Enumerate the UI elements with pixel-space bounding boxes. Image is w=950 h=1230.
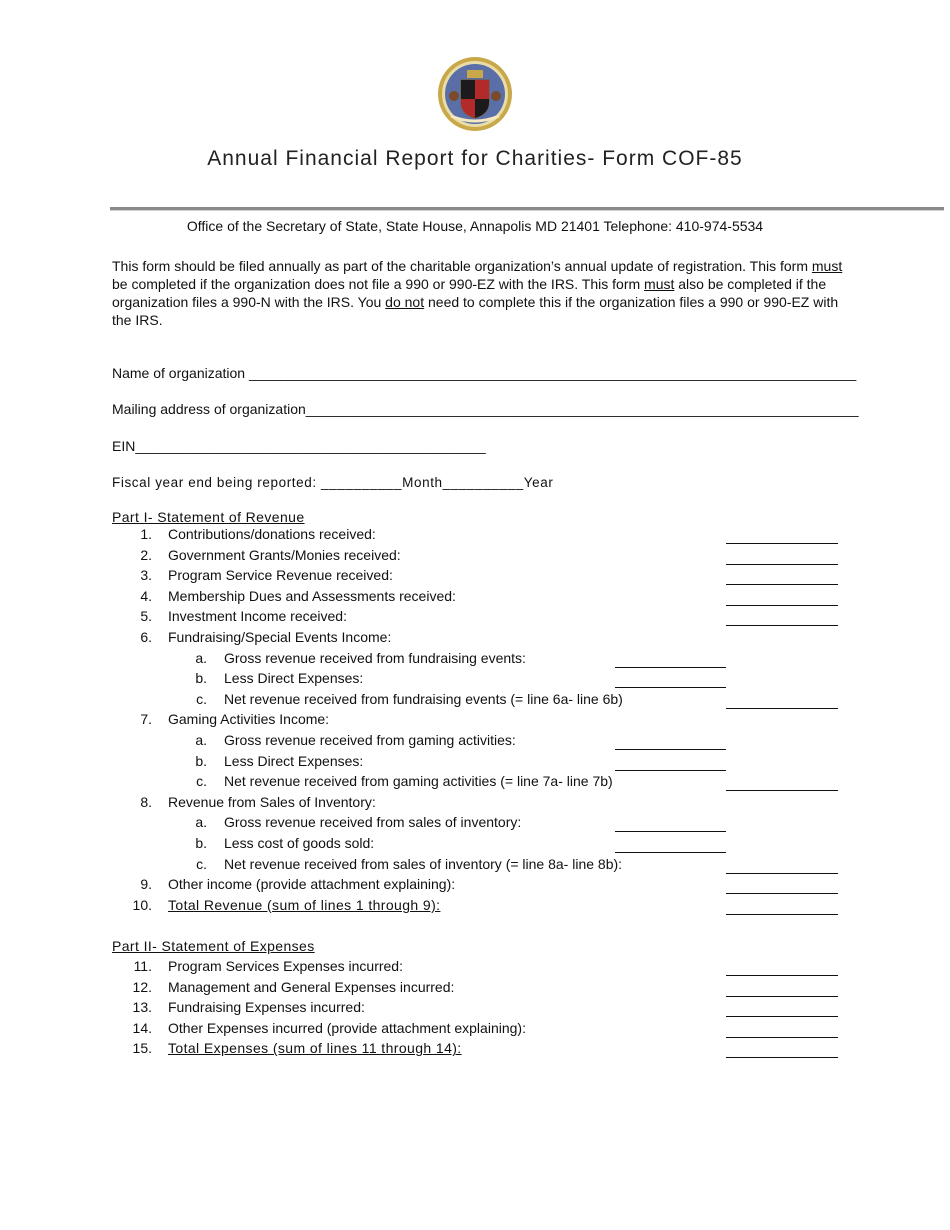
line-label: Revenue from Sales of Inventory: [168,793,376,810]
form-line [0,670,950,690]
amount-blank[interactable] [726,1016,838,1017]
form-line [0,526,950,546]
line-label: Net revenue received from gaming activities (= line 7a- line 7b) [224,773,613,790]
amount-blank[interactable] [615,770,726,771]
line-number: a. [195,814,207,831]
form-line [0,999,950,1019]
line-label: Gross revenue received from sales of inventory: [224,814,522,831]
line-label: Government Grants/Monies received: [168,546,401,563]
line-label: Investment Income received: [168,608,347,625]
form-line [0,732,950,752]
amount-blank[interactable] [726,625,838,626]
amount-blank[interactable] [726,543,838,544]
line-number: 3. [140,567,152,584]
amount-blank[interactable] [726,708,838,709]
amount-blank[interactable] [726,564,838,565]
form-line [0,856,950,876]
form-line [0,897,950,917]
line-number: 4. [140,587,152,604]
part1-heading: Part I- Statement of Revenue [112,509,305,525]
state-seal-icon [437,56,513,132]
form-line [0,979,950,999]
office-address: Office of the Secretary of State, State House, Annapolis MD 21401 Telephone: 410-974-5534 [186,218,764,234]
line-label: Gross revenue received from gaming activities: [224,732,516,748]
intro-emphasis: do not [385,294,425,310]
form-line [0,567,950,587]
line-label: Less Direct Expenses: [224,752,364,769]
amount-blank[interactable] [615,749,726,750]
amount-blank[interactable] [726,605,838,606]
line-number: a. [195,732,207,748]
part2-heading: Part II- Statement of Expenses [112,938,315,954]
line-label: Management and General Expenses incurred: [168,978,455,995]
amount-blank[interactable] [726,996,838,997]
amount-blank[interactable] [615,687,726,688]
amount-blank[interactable] [726,914,838,915]
line-number: c. [196,855,207,872]
line-number: b. [195,670,207,687]
form-line [0,608,950,628]
line-label: Other Expenses incurred (provide attachment explaining): [168,1019,526,1036]
instructions-paragraph [112,257,847,329]
form-line [0,650,950,670]
line-number: 11. [133,958,152,974]
form-line [0,1020,950,1040]
form-line [0,629,950,649]
amount-blank[interactable] [726,975,838,976]
line-number: 15. [132,1040,152,1057]
line-number: c. [196,773,207,790]
ein-field[interactable]: EIN_____________________________________________ [112,438,486,454]
line-label: Contributions/donations received: [168,526,376,542]
line-label: Fundraising/Special Events Income: [168,629,392,645]
amount-blank[interactable] [615,852,726,853]
form-line [0,691,950,711]
form-line [0,773,950,793]
amount-blank[interactable] [615,667,726,668]
intro-text: need to complete this if the organization files a 990 or 990-EZ with the IRS. [112,294,839,328]
intro-emphasis: must [644,276,675,292]
intro-text: This form should be filed annually as part of the charitable organization’s annual update of registration. This form [112,258,812,274]
line-label: Total Expenses (sum of lines 11 through 14): [168,1040,462,1057]
line-number: 12. [132,978,152,995]
amount-blank[interactable] [726,1057,838,1058]
line-number: c. [196,690,207,707]
intro-text: be completed if the organization does not file a 990 or 990-EZ with the IRS. This form [112,276,645,292]
line-number: 10. [132,896,152,913]
line-number: 2. [140,546,152,563]
line-number: 1. [140,526,152,542]
line-label: Other income (provide attachment explaining): [168,876,456,893]
line-label: Net revenue received from fundraising events (= line 6a- line 6b) [224,690,623,707]
amount-blank[interactable] [615,831,726,832]
line-label: Less cost of goods sold: [224,835,375,851]
line-label: Membership Dues and Assessments received: [168,587,456,604]
line-number: 7. [140,711,152,728]
intro-text: also be completed if the organization files a 990-N with the IRS. You [112,276,827,310]
line-label: Total Revenue (sum of lines 1 through 9): [168,896,441,913]
form-line [0,1040,950,1060]
line-number: a. [195,649,207,666]
page-title: Annual Financial Report for Charities- Form COF-85 [207,147,743,170]
form-line [0,958,950,978]
form-line [0,588,950,608]
amount-blank[interactable] [726,584,838,585]
header-divider [110,207,944,211]
line-label: Gaming Activities Income: [168,711,330,728]
fiscal-year-field[interactable]: Fiscal year end being reported: __________Month__________Year [112,475,554,490]
amount-blank[interactable] [726,893,838,894]
line-number: 13. [132,999,152,1016]
form-line [0,876,950,896]
mailing-address-field[interactable]: Mailing address of organization_______________________________________________________________________ [112,401,859,417]
line-number: 14. [132,1019,152,1036]
line-label: Program Service Revenue received: [168,567,393,584]
amount-blank[interactable] [726,873,838,874]
line-label: Net revenue received from sales of inventory (= line 8a- line 8b): [224,855,623,872]
line-number: b. [195,752,207,769]
line-number: 5. [140,608,152,625]
amount-blank[interactable] [726,790,838,791]
form-line [0,835,950,855]
intro-emphasis: must [811,258,843,274]
organization-name-field[interactable]: Name of organization ______________________________________________________________________________ [112,365,857,381]
line-label: Fundraising Expenses incurred: [168,999,365,1016]
form-line [0,547,950,567]
form-line [0,794,950,814]
amount-blank[interactable] [726,1037,838,1038]
line-label: Gross revenue received from fundraising events: [224,649,526,666]
line-label: Less Direct Expenses: [224,670,364,687]
line-number: 6. [140,629,152,645]
line-number: 8. [140,793,152,810]
form-line [0,711,950,731]
line-number: b. [195,835,207,851]
form-line [0,814,950,834]
line-label: Program Services Expenses incurred: [168,958,403,974]
line-number: 9. [140,876,152,893]
form-line [0,753,950,773]
